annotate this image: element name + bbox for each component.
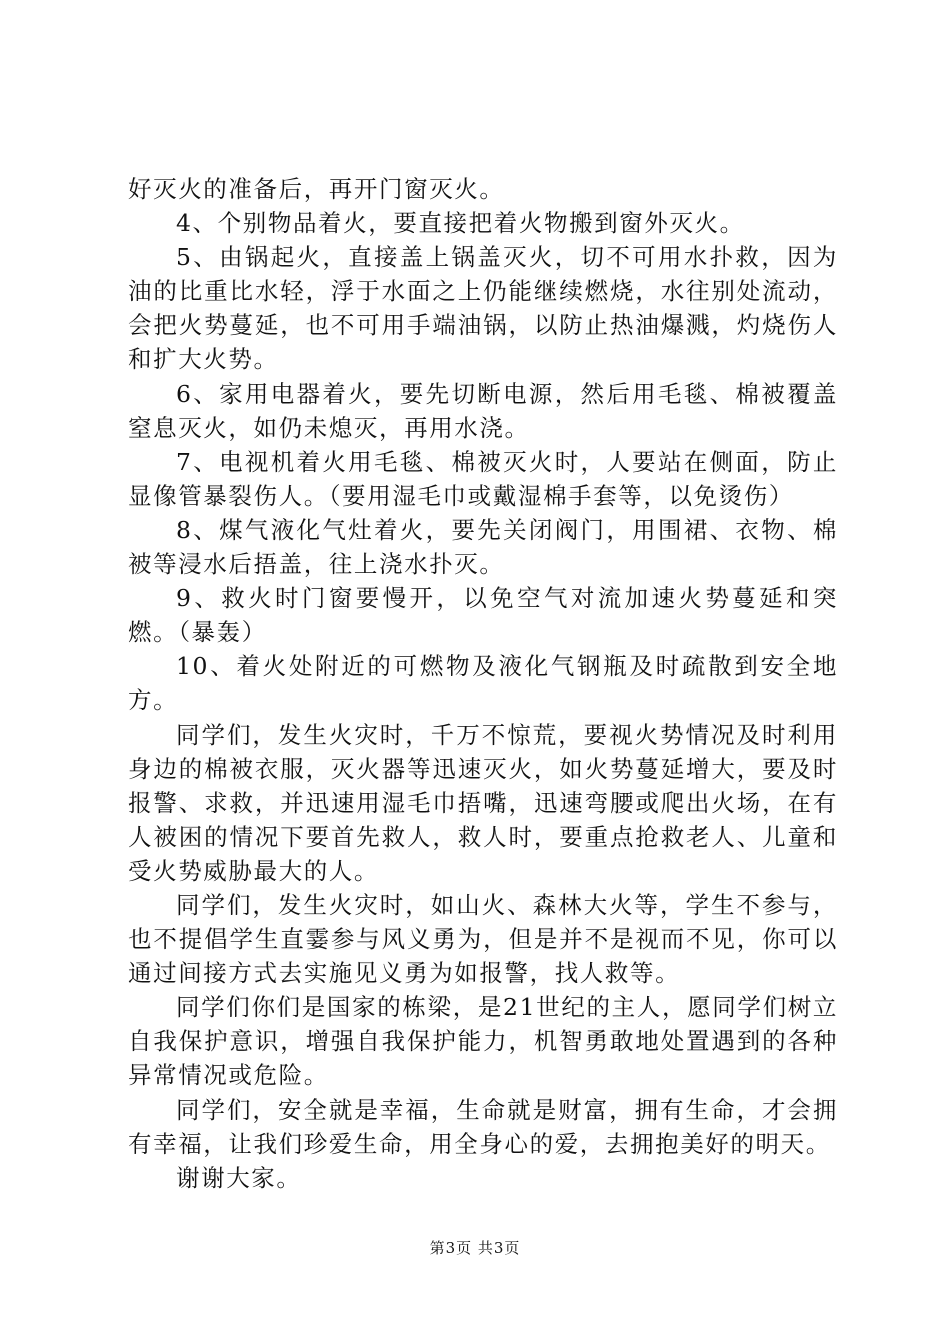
paragraph: 5、由锅起火，直接盖上锅盖灭火，切不可用水扑救，因为油的比重比水轻，浮于水面之上仍能继续燃烧，水往别处流动，会把火势蔓延，也不可用手端油锅，以防止热油爆溅，灼烧伤人和扩大火势。 <box>128 243 838 374</box>
paragraph: 7、电视机着火用毛毯、棉被灭火时，人要站在侧面，防止显像管暴裂伤人。（要用湿毛巾或戴湿棉手套等，以免烫伤） <box>128 447 838 510</box>
paragraph: 同学们，发生火灾时，如山火、森林大火等，学生不参与，也不提倡学生直霎参与风义勇为，但是并不是视而不见，你可以通过间接方式去实施见义勇为如报警，找人救等。 <box>128 890 838 988</box>
document-body <box>128 172 838 1195</box>
paragraph: 谢谢大家。 <box>176 1163 302 1192</box>
paragraph: 9、救火时门窗要慢开，以免空气对流加速火势蔓延和突燃。（暴轰） <box>128 584 838 647</box>
paragraph: 4、个别物品着火，要直接把着火物搬到窗外灭火。 <box>176 209 745 238</box>
page-footer: 第3页 共3页 <box>429 1239 521 1257</box>
paragraph: 同学们，安全就是幸福，生命就是财富，拥有生命，才会拥有幸福，让我们珍爱生命，用全身心的爱，去拥抱美好的明天。 <box>128 1095 838 1158</box>
paragraph: 好灭火的准备后，再开门窗灭火。 <box>128 175 505 203</box>
paragraph: 8、煤气液化气灶着火，要先关闭阀门，用围裙、衣物、棉被等浸水后捂盖，往上浇水扑灭。 <box>128 515 838 579</box>
paragraph: 同学们你们是国家的栋梁，是21世纪的主人，愿同学们树立自我保护意识，增强自我保护能力，机智勇敢地处置遇到的各种异常情况或危险。 <box>128 993 838 1090</box>
paragraph: 同学们，发生火灾时，千万不惊荒，要视火势情况及时利用身边的棉被衣服，灭火器等迅速灭火，如火势蔓延增大，要及时报警、求救，并迅速用湿毛巾捂嘴，迅速弯腰或爬出火场，在有人被困的情况下要首先救人，救人时，要重点抢救老人、儿童和受火势威胁最大的人。 <box>128 720 838 885</box>
paragraph: 6、家用电器着火，要先切断电源，然后用毛毯、棉被覆盖窒息灭火，如仍未熄灭，再用水浇。 <box>128 379 838 442</box>
paragraph: 10、着火处附近的可燃物及液化气钢瓶及时疏散到安全地方。 <box>128 652 838 715</box>
